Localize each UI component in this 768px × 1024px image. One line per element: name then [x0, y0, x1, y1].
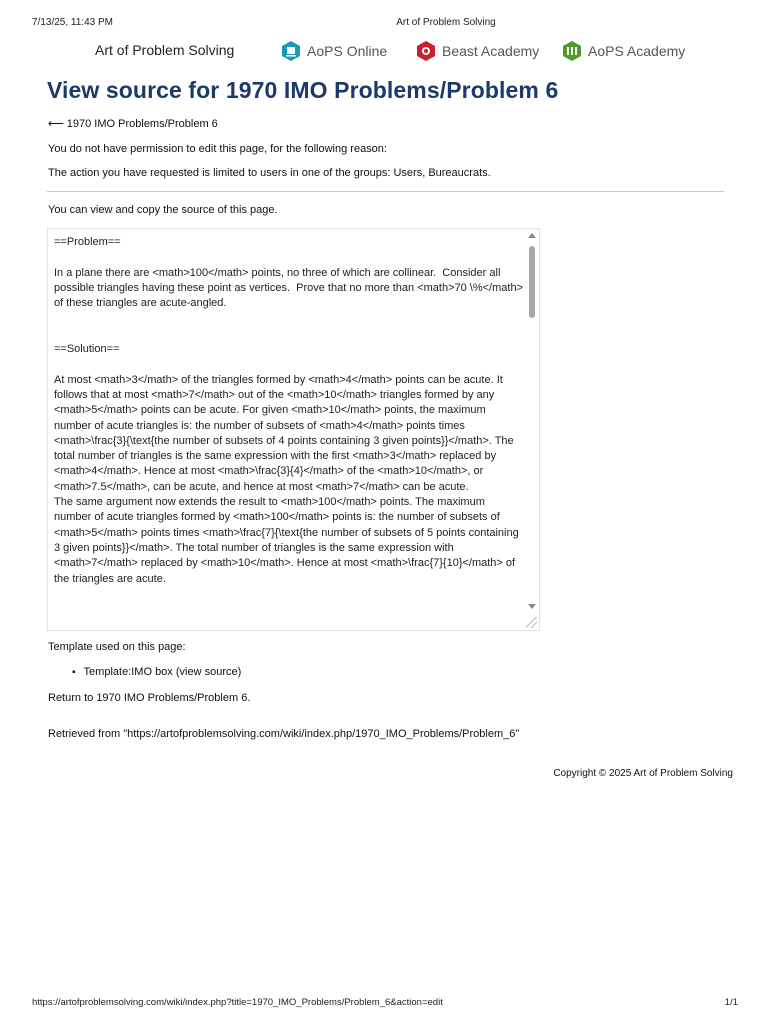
- print-header: [0, 17, 768, 31]
- back-link-row: [48, 117, 218, 130]
- templates-label: Template used on this page:: [48, 641, 186, 653]
- top-navigation: [0, 38, 768, 64]
- template-view-source-link[interactable]: (view source): [175, 666, 242, 678]
- brand-link[interactable]: Art of Problem Solving: [95, 42, 235, 58]
- retrieved-suffix: ": [515, 728, 520, 740]
- divider: [47, 191, 724, 192]
- templates-list: [72, 666, 241, 678]
- resize-grip-icon[interactable]: [526, 617, 537, 628]
- template-link[interactable]: Template:IMO box: [83, 666, 173, 678]
- print-url: https://artofproblemsolving.com/wiki/index.php?title=1970_IMO_Problems/Problem_6&action=edit: [32, 997, 443, 1008]
- beast-academy-icon: [416, 40, 436, 62]
- permission-reason: The action you have requested is limited to users in one of the groups: Users, Bureaucrats.: [48, 167, 491, 179]
- list-item: [72, 666, 241, 678]
- copyright: Copyright © 2025 Art of Problem Solving: [553, 768, 733, 779]
- print-footer: [32, 997, 738, 1008]
- return-link[interactable]: 1970 IMO Problems/Problem 6: [96, 692, 248, 704]
- source-textarea[interactable]: [47, 228, 540, 631]
- nav-link-aops-academy[interactable]: [562, 40, 685, 62]
- view-copy-message: You can view and copy the source of this page.: [48, 204, 278, 216]
- back-arrow-icon: ⟵: [48, 118, 64, 130]
- permission-message: You do not have permission to edit this page, for the following reason:: [48, 143, 387, 155]
- nav-link-beast-academy[interactable]: [416, 40, 539, 62]
- back-link[interactable]: 1970 IMO Problems/Problem 6: [66, 118, 218, 130]
- print-datetime: 7/13/25, 11:43 PM: [32, 17, 113, 28]
- aops-academy-icon: [562, 40, 582, 62]
- vertical-scrollbar[interactable]: [525, 229, 539, 619]
- print-page-number: 1/1: [724, 997, 738, 1008]
- source-text[interactable]: ==Problem== In a plane there are <math>100</math> points, no three of which are collinear. Consider all possible triangles having these point as vertices. Prove that no more than <math>70 \%</math> of these triangles are acute-angled. ==Solution== At most <math>3</math> of the triangles formed by <math>4</math> points can be acute. It follows that at most <math>7</math> out of the <math>10</math> triangles formed by any <math>5</math> points can be acute. For given <math>10</math> points, the maximum number of acute triangles is: the number of subsets of <math>4</math> points times <math>\frac{3}{\text{the number of subsets of 4 points containing 3 given points}}</math>. The total number of triangles is the same expression with the first <math>3</math> replaced by <math>4</math>. Hence at most <math>\frac{3}{4}</math> of the <math>10</math>, or <math>7.5</math>, can be acute, and hence at most <math>7</math> can be acute. The same argument now extends the result to <math>100</math> points. The maximum number of acute triangles formed by <math>100</math> points is: the number of subsets of <math>5</math> points times <math>\frac{7}{\text{the number of subsets of 5 points containing 3 given points}}</math>. The total number of triangles is the same expression with <math>7</math> replaced by <math>10</math>. Hence at most <math>\frac{7}{10}</math> of the triangles are acute.: [54, 236, 523, 585]
- scroll-thumb[interactable]: [529, 246, 535, 318]
- scroll-down-icon[interactable]: [528, 604, 536, 609]
- nav-link-label: AoPS Online: [307, 43, 388, 59]
- nav-link-aops-online[interactable]: [281, 40, 387, 62]
- nav-link-label: Beast Academy: [442, 43, 540, 59]
- print-title: Art of Problem Solving: [396, 17, 496, 28]
- aops-online-icon: [281, 40, 301, 62]
- retrieved-prefix: Retrieved from ": [48, 728, 128, 740]
- retrieved-line: [48, 728, 519, 740]
- return-suffix: .: [247, 692, 251, 704]
- return-prefix: Return to: [48, 692, 97, 704]
- page-title: View source for 1970 IMO Problems/Problem 6: [47, 77, 559, 103]
- nav-link-label: AoPS Academy: [588, 43, 686, 59]
- scroll-up-icon[interactable]: [528, 233, 536, 238]
- return-line: [48, 692, 250, 704]
- retrieved-link[interactable]: https://artofproblemsolving.com/wiki/index.php/1970_IMO_Problems/Problem_6: [127, 728, 516, 740]
